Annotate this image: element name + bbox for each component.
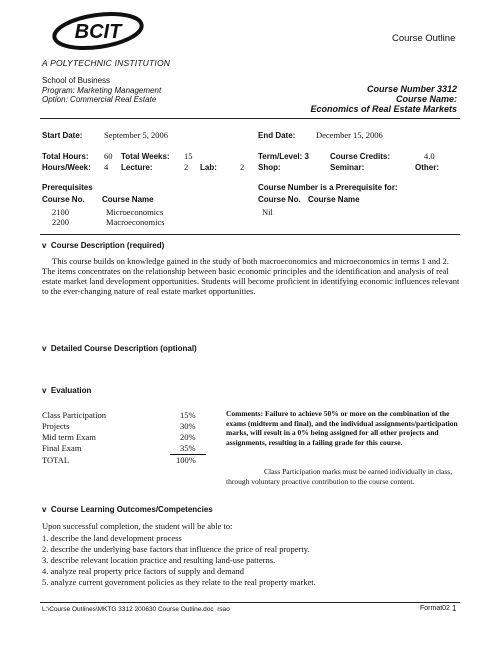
lab-label: Lab: bbox=[200, 163, 217, 172]
lecture-label: Lecture: bbox=[121, 163, 153, 172]
lecture-value: 2 bbox=[184, 162, 189, 172]
credits-label: Course Credits: bbox=[330, 152, 391, 161]
evaluation-heading bbox=[42, 386, 91, 395]
prereq-heading: Prerequisites bbox=[42, 183, 93, 192]
end-date-label: End Date: bbox=[258, 131, 296, 140]
course-description-title: Course Description (required) bbox=[50, 241, 165, 250]
credits-value: 4.0 bbox=[424, 151, 435, 161]
outcomes-intro: Upon successful completion, the student will be able to: bbox=[42, 521, 233, 531]
evaluation-item-pct: 30% bbox=[180, 421, 196, 431]
evaluation-item-pct: 20% bbox=[180, 432, 196, 442]
prereq-row-name: Microeconomics bbox=[106, 207, 164, 217]
outcome-item: 2. describe the underlying base factors that influence the price of real property. bbox=[42, 544, 310, 554]
footer-mark: rsao bbox=[217, 606, 230, 613]
program: Program: Marketing Management bbox=[42, 86, 162, 95]
footer-form: Format02 bbox=[420, 605, 450, 612]
end-date-value: December 15, 2006 bbox=[316, 130, 383, 140]
bullet-icon: v bbox=[42, 505, 47, 514]
evaluation-item-pct: 35% bbox=[180, 443, 196, 453]
evaluation-total-label: TOTAL bbox=[42, 455, 70, 465]
evaluation-comments-participation: Class Participation marks must be earned individually in class, through voluntary proactive contribution to the course content. bbox=[226, 467, 453, 486]
outcome-item: 3. describe relevant location practice and resulting land-use patterns. bbox=[42, 555, 276, 565]
total-weeks-label: Total Weeks: bbox=[121, 152, 170, 161]
bullet-icon: v bbox=[42, 386, 47, 395]
total-hours-value: 60 bbox=[104, 151, 113, 161]
lab-value: 2 bbox=[240, 162, 245, 172]
prereq-row-no: 2200 bbox=[52, 217, 69, 227]
evaluation-item-pct: 15% bbox=[180, 410, 196, 420]
logo-text: BCIT bbox=[74, 21, 122, 43]
prereq-col-name: Course Name bbox=[102, 195, 154, 204]
hours-week-label: Hours/Week: bbox=[42, 163, 91, 172]
term-level-label: Term/Level: 3 bbox=[258, 152, 309, 161]
course-description-heading bbox=[42, 241, 164, 250]
page-number: 1 bbox=[452, 604, 457, 613]
total-weeks-value: 15 bbox=[184, 151, 193, 161]
evaluation-item-label: Final Exam bbox=[42, 443, 82, 453]
outcome-item: 4. analyze real property price factors of supply and demand bbox=[42, 566, 245, 576]
other-label: Other: bbox=[415, 163, 439, 172]
bcit-logo bbox=[48, 10, 148, 56]
evaluation-comments: Comments: Failure to achieve 50% or more on the combination of the exams (midterm and final), and the individual assignments/participation marks, will result in a 0% being assigned for all other projects and assignments, resulting in a failing grade for this course. bbox=[226, 409, 458, 447]
prereq-divider bbox=[40, 234, 460, 235]
start-date-label: Start Date: bbox=[42, 131, 83, 140]
prereq-for-heading: Course Number is a Prerequisite for: bbox=[258, 183, 398, 192]
bullet-icon: v bbox=[42, 344, 47, 353]
bullet-icon: v bbox=[42, 241, 47, 250]
prereq-row-name: Macroeconomics bbox=[106, 217, 165, 227]
footer-path bbox=[42, 606, 230, 613]
doc-type: Course Outline bbox=[392, 33, 456, 44]
school: School of Business bbox=[42, 76, 111, 85]
detailed-description-title: Detailed Course Description (optional) bbox=[50, 344, 197, 353]
tagline: A POLYTECHNIC INSTITUTION bbox=[42, 58, 171, 68]
detailed-description-heading bbox=[42, 344, 197, 353]
course-name-label: Course Name: bbox=[395, 94, 457, 104]
seminar-label: Seminar: bbox=[330, 163, 365, 172]
course-number: Course Number 3312 bbox=[366, 84, 457, 94]
start-date-value: September 5, 2006 bbox=[104, 130, 168, 140]
outcome-item: 5. analyze current government policies as they relate to the real property market. bbox=[42, 577, 316, 587]
outcomes-title: Course Learning Outcomes/Competencies bbox=[50, 505, 213, 514]
course-description-text: This course builds on knowledge gained in the study of both macroeconomics and microeconomics in terms 1 and 2. The items concentrates on the relationship between basic economic principles and the identification and analysis of real estate market land development opportunities. Students will become proficient in identifying economic influences relevant to the ever-changing nature of real estate market opportunities. bbox=[42, 256, 460, 296]
prereq-col-no: Course No. bbox=[42, 195, 85, 204]
footer-divider bbox=[40, 602, 460, 603]
option: Option: Commercial Real Estate bbox=[42, 95, 157, 104]
course-name: Economics of Real Estate Markets bbox=[310, 104, 457, 114]
prereq-row-no: 2100 bbox=[52, 207, 69, 217]
hours-week-value: 4 bbox=[104, 162, 109, 172]
outcomes-heading bbox=[42, 505, 213, 514]
evaluation-item-label: Class Participation bbox=[42, 410, 106, 420]
evaluation-item-label: Mid term Exam bbox=[42, 432, 96, 442]
evaluation-total-pct: 100% bbox=[176, 455, 196, 465]
footer-file-path: L:\Course Outlines\MKTG 3312 200630 Course Outline.doc bbox=[42, 606, 214, 613]
prereq-for-value: Nil bbox=[262, 207, 273, 217]
header-divider bbox=[40, 118, 460, 119]
prereq-for-col-no: Course No. bbox=[258, 195, 301, 204]
evaluation-item-label: Projects bbox=[42, 421, 70, 431]
prereq-for-col-name: Course Name bbox=[308, 195, 360, 204]
outcome-item: 1. describe the land development process bbox=[42, 533, 182, 543]
evaluation-title: Evaluation bbox=[50, 386, 92, 395]
shop-label: Shop: bbox=[258, 163, 281, 172]
total-hours-label: Total Hours: bbox=[42, 152, 89, 161]
